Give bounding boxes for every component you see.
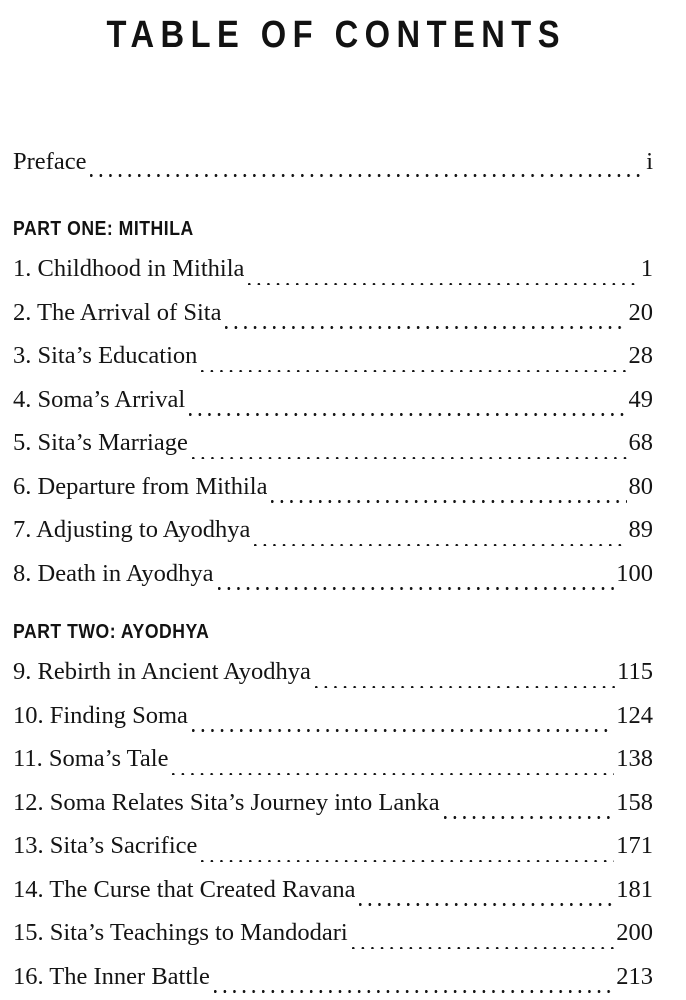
toc-entry-page-number: 68 bbox=[628, 429, 653, 456]
toc-entry-label: 3. Sita’s Education bbox=[13, 342, 198, 369]
toc-entry[interactable] bbox=[13, 955, 653, 999]
toc-entry[interactable] bbox=[13, 465, 653, 509]
toc-entry-label: 15. Sita’s Teachings to Mandodari bbox=[13, 919, 348, 946]
dot-leader bbox=[192, 713, 614, 738]
toc-entry-label: 9. Rebirth in Ancient Ayodhya bbox=[13, 658, 311, 685]
toc-entry-label: 14. The Curse that Created Ravana bbox=[13, 875, 356, 903]
dot-leader bbox=[359, 887, 614, 912]
preface-spacer bbox=[13, 182, 653, 217]
toc-entry-label: 6. Departure from Mithila bbox=[13, 472, 268, 500]
toc-entry-page-number: 80 bbox=[628, 472, 653, 500]
toc-entry-page-number: 181 bbox=[616, 875, 653, 903]
part-two-top-spacer bbox=[13, 595, 653, 620]
dot-leader bbox=[189, 397, 626, 422]
toc-entry-page-number: 124 bbox=[616, 701, 653, 729]
toc-entry-label: 11. Soma’s Tale bbox=[13, 745, 169, 772]
toc-entry[interactable] bbox=[13, 824, 653, 868]
toc-entry[interactable] bbox=[13, 334, 653, 378]
toc-entry-label: 4. Soma’s Arrival bbox=[13, 385, 186, 413]
dot-leader bbox=[225, 310, 626, 335]
toc-entry[interactable] bbox=[13, 868, 653, 912]
toc-entry-label: 16. The Inner Battle bbox=[13, 962, 210, 990]
toc-entry-page-number: 213 bbox=[616, 962, 653, 990]
toc-entry-page-number: 89 bbox=[628, 516, 653, 543]
dot-leader bbox=[172, 756, 614, 781]
toc-entry-page-number: i bbox=[646, 148, 653, 175]
toc-entry-page-number: 49 bbox=[628, 385, 653, 413]
toc-entry-label: 2. The Arrival of Sita bbox=[13, 298, 222, 326]
toc-entry[interactable] bbox=[13, 508, 653, 552]
dot-leader bbox=[315, 669, 615, 694]
toc-entry-page-number: 20 bbox=[628, 298, 653, 326]
dot-leader bbox=[201, 353, 626, 378]
dot-leader bbox=[214, 974, 614, 999]
toc-entry[interactable] bbox=[13, 694, 653, 738]
toc-entry[interactable] bbox=[13, 650, 653, 694]
dot-leader bbox=[201, 843, 614, 868]
toc-entry[interactable] bbox=[13, 291, 653, 335]
dot-leader bbox=[352, 930, 615, 955]
toc-entry-label: 5. Sita’s Marriage bbox=[13, 429, 188, 456]
dot-leader bbox=[444, 800, 615, 825]
toc-entry[interactable] bbox=[13, 378, 653, 422]
dot-leader bbox=[192, 440, 627, 465]
toc-entry[interactable] bbox=[13, 781, 653, 825]
part-heading-two: PART TWO: AYODHYA bbox=[13, 621, 210, 643]
toc-entry[interactable] bbox=[13, 421, 653, 465]
toc-entry-label: 10. Finding Soma bbox=[13, 701, 188, 729]
toc-entry-label: 1. Childhood in Mithila bbox=[13, 255, 245, 282]
toc-entry-page-number: 115 bbox=[617, 658, 653, 685]
toc-entry[interactable] bbox=[13, 552, 653, 596]
page-title: TABLE OF CONTENTS bbox=[106, 14, 566, 56]
dot-leader bbox=[218, 571, 615, 596]
toc-entry-label: 12. Soma Relates Sita’s Journey into Lanka bbox=[13, 788, 440, 816]
toc-entry-label: 7. Adjusting to Ayodhya bbox=[13, 516, 251, 543]
title-spacer bbox=[13, 57, 653, 142]
toc-entry-page-number: 28 bbox=[628, 342, 653, 369]
toc-entry[interactable] bbox=[13, 247, 653, 291]
toc-entry-preface[interactable] bbox=[13, 142, 653, 182]
dot-leader bbox=[254, 527, 626, 552]
dot-leader bbox=[248, 266, 638, 291]
toc-entry-page-number: 1 bbox=[640, 255, 653, 282]
toc-entry-page-number: 200 bbox=[616, 919, 653, 946]
dot-leader bbox=[90, 158, 644, 183]
toc-entry-page-number: 171 bbox=[616, 832, 653, 859]
toc-entry-label: 13. Sita’s Sacrifice bbox=[13, 832, 198, 859]
toc-entry-label: Preface bbox=[13, 148, 87, 175]
toc-entry[interactable] bbox=[13, 911, 653, 955]
dot-leader bbox=[271, 484, 626, 509]
toc-entry-page-number: 158 bbox=[616, 788, 653, 816]
part-heading-one: PART ONE: MITHILA bbox=[13, 218, 194, 240]
toc-entry-page-number: 138 bbox=[616, 745, 653, 772]
toc-entry-page-number: 100 bbox=[616, 559, 653, 587]
toc-entry-label: 8. Death in Ayodhya bbox=[13, 559, 214, 587]
toc-entry[interactable] bbox=[13, 737, 653, 781]
